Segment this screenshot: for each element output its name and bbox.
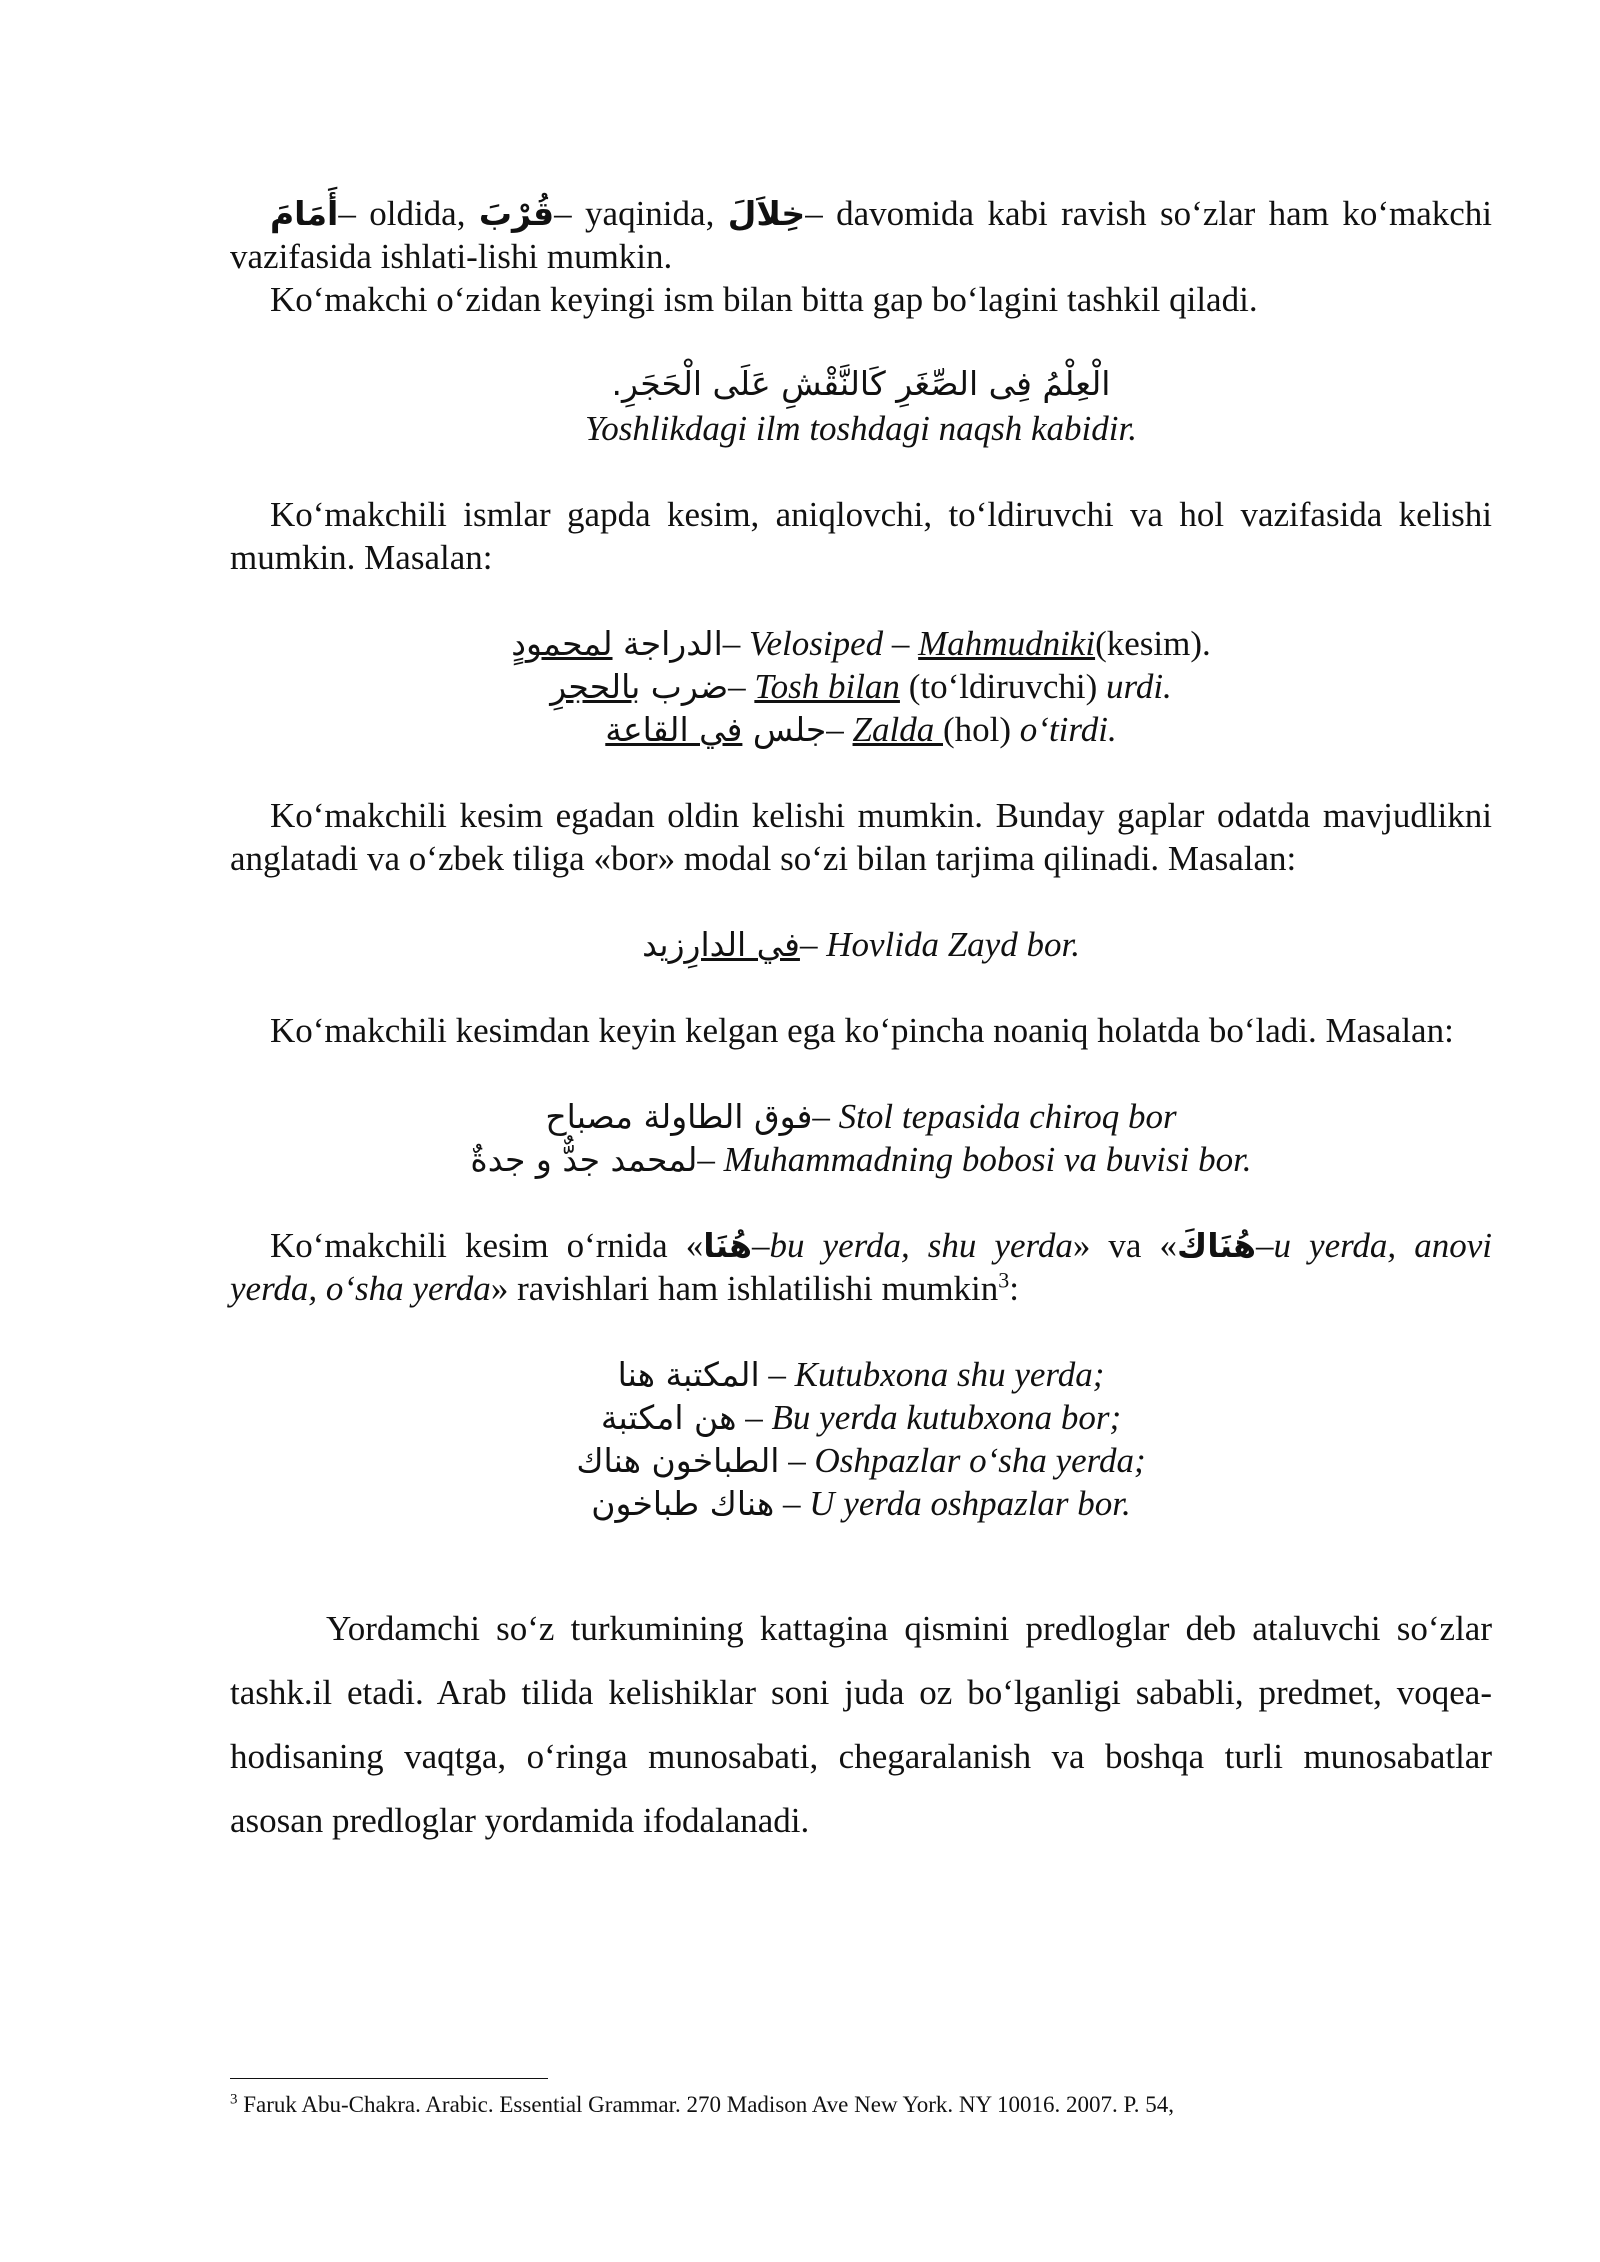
paragraph-4: Ko‘makchili kesim egadan oldin kelishi mumkin. Bunday gaplar odatda mavjudlikni anglatadi va o‘zbek tiliga «bor» modal so‘zi bilan tarjima qilinadi. Masalan: [230,796,1492,878]
example-1-translation: Yoshlikdagi ilm toshdagi naqsh kabidir. [585,409,1137,448]
example-5-line-3: الطباخون هناك – Oshpazlar o‘sha yerda; [576,1441,1146,1480]
arabic-word-qurba: قُرْبَ [478,194,555,233]
example-1-arabic: الْعِلْمُ فِى الصِّغَرِ كَالنَّقْشِ عَلَى الْحَجَرِ. [611,364,1111,403]
paragraph-7: Yordamchi so‘z turkumining kattagina qismini predloglar deb ataluvchi so‘zlar tashk.il etadi. Arab tilida kelishiklar soni juda oz bo‘lganligi sababli, predmet, voqea-hodisaning vaqtga, o‘ringa munosabati, chegaralanish va boshqa turli munosabatlar asosan predloglar yordamida ifodalanadi. [230,1609,1492,1840]
example-4-line-1: فوق الطاولة مصباح– Stol tepasida chiroq bor [545,1097,1177,1136]
example-2-line-3: جلس في القاعة – Zalda (hol) o‘tirdi. [605,710,1117,749]
footnote-ref: 3 [998,1267,1010,1293]
footnote-number: 3 [230,2091,238,2108]
example-3: في الدارِزيد – Hovlida Zayd bor. [642,925,1080,964]
example-5-line-2: هن امكتبة – Bu yerda kutubxona bor; [600,1398,1122,1437]
example-5 [230,1353,1492,1525]
paragraph-6: Ko‘makchili kesim o‘rnida «هُنَا–bu yerda, shu yerda» va «هُنَاكَ–u yerda, anovi yerda, o‘sha yerda» ravishlari ham ishlatilishi mumkin$^3$: [230,1226,1492,1308]
example-2 [230,622,1492,751]
footnote [230,2090,1492,2120]
example-2-line-1: الدراجة لمحمودٍ – Velosiped – Mahmudniki(kesim). [511,624,1211,663]
footnote-separator [230,2078,548,2079]
page-body [230,192,1492,1853]
example-2-line-2: ضرب بالحجرِ – Tosh bilan (to‘ldiruvchi) urdi. [550,667,1172,706]
arabic-word-huna: هُنَا [703,1226,752,1265]
paragraph-2: Ko‘makchi o‘zidan keyingi ism bilan bitta gap bo‘lagini tashkil qiladi. [270,280,1258,319]
example-1 [230,361,1492,450]
arabic-word-hunaka: هُنَاكَ [1176,1226,1256,1265]
footnote-text: Faruk Abu-Chakra. Arabic. Essential Grammar. 270 Madison Ave New York. NY 10016. 2007. P. 54, [237,2092,1175,2117]
paragraph-5: Ko‘makchili kesimdan keyin kelgan ega ko‘pincha noaniq holatda bo‘ladi. Masalan: [270,1011,1454,1050]
example-5-line-4: هناك طباخون – U yerda oshpazlar bor. [591,1484,1131,1523]
arabic-word-khilala: خِلاَلَ [727,194,806,233]
example-4-line-2: لمحمد جدٌّ و جدةٌ– Muhammadning bobosi va buvisi bor. [470,1140,1252,1179]
example-5-line-1: المكتبة هنا – Kutubxona shu yerda; [617,1355,1105,1394]
example-4 [230,1095,1492,1181]
arabic-word-amama: أَمَامَ [270,194,339,233]
paragraph-3: Ko‘makchili ismlar gapda kesim, aniqlovchi, to‘ldiruvchi va hol vazifasida kelishi mumkin. Masalan: [230,495,1492,577]
paragraph-1: أَمَامَ– oldida, قُرْبَ– yaqinida, خِلاَلَ– davomida kabi ravish so‘zlar ham ko‘makchi vazifasida ishlati-lishi mumkin. [230,194,1492,276]
